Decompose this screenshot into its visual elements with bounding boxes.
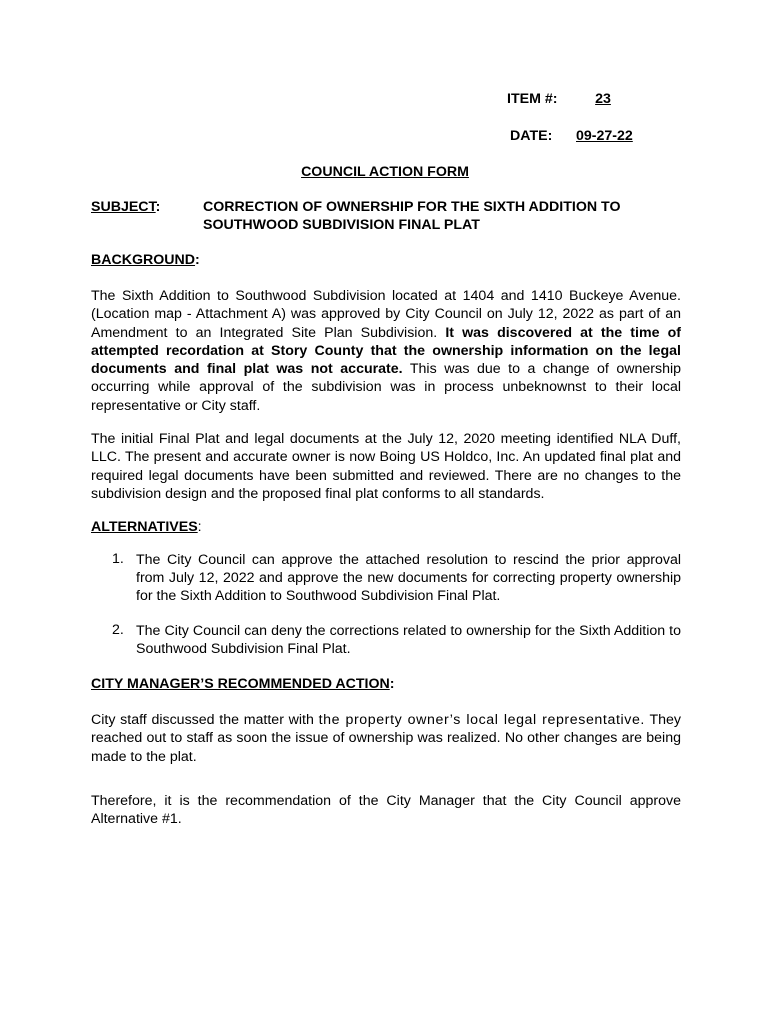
recommendation-paragraph-2: Therefore, it is the recommendation of the City Manager that the City Council approve Alternative #1. [91, 793, 681, 828]
alternative-1-number: 1. [112, 551, 124, 567]
form-title: COUNCIL ACTION FORM [301, 164, 469, 180]
item-label: ITEM #: [507, 91, 558, 107]
alternatives-heading-text: ALTERNATIVES [91, 519, 198, 535]
subject-label [91, 199, 160, 215]
recommendation-p1-start: City staff discussed the matter with [91, 712, 319, 728]
recommendation-heading-text: CITY MANAGER’S RECOMMENDED ACTION [91, 676, 390, 692]
recommendation-p1-rest: They reached out to staff as soon the issue of ownership was realized. No other changes are being made to the plat. [91, 712, 681, 765]
alternative-2-number: 2. [112, 622, 124, 638]
background-paragraph-1 [91, 287, 681, 415]
background-p1-tail: This was due to a change of ownership occurring while approval of the subdivision was in process unbeknownst to their local representative or City staff. [91, 361, 682, 414]
date-value: 09-27-22 [576, 128, 633, 144]
background-colon: : [195, 252, 200, 268]
alternatives-colon: : [197, 519, 202, 535]
alternatives-heading [91, 519, 202, 535]
background-p1-normal: The Sixth Addition to Southwood Subdivision located at 1404 and 1410 Buckeye Avenue. (Location map - Attachment A) was approved by City Council on July 12, 2022 as part of an Amendment to an Integrated Site Plan Subdivision. [91, 288, 681, 341]
alternative-2-text: The City Council can deny the corrections related to ownership for the Sixth Addition to Southwood Subdivision Final Plat. [136, 623, 681, 657]
recommendation-p1-spaced: the property owner’s local legal representative. [318, 712, 645, 728]
item-number: 23 [595, 91, 611, 107]
subject-line-2: SOUTHWOOD SUBDIVISION FINAL PLAT [203, 217, 480, 233]
recommendation-heading [91, 676, 394, 692]
background-p1-bold: It was discovered at the time of attempted recordation at Story County that the ownership information on the legal documents and final plat was not accurate. [91, 324, 681, 378]
recommendation-colon: : [389, 676, 395, 692]
background-paragraph-2: The initial Final Plat and legal documents at the July 12, 2020 meeting identified NLA Duff, LLC. The present and accurate owner is now Boing US Holdco, Inc. An updated final plat and required legal documents have been submitted and reviewed. There are no changes to the subdivision design and the proposed final plat conforms to all standards. [91, 431, 681, 502]
alternative-1-text: The City Council can approve the attached resolution to rescind the prior approval from July 12, 2022 and approve the new documents for correcting property ownership for the Sixth Addition to Southwood Subdivision Final Plat. [136, 552, 681, 604]
subject-colon: : [155, 199, 161, 215]
date-label: DATE: [510, 128, 553, 144]
background-heading-text: BACKGROUND [91, 252, 196, 268]
subject-line-1: CORRECTION OF OWNERSHIP FOR THE SIXTH ADDITION TO [203, 199, 621, 215]
recommendation-paragraph-1 [91, 711, 681, 766]
background-heading [91, 252, 200, 268]
subject-label-text: SUBJECT [91, 199, 156, 215]
